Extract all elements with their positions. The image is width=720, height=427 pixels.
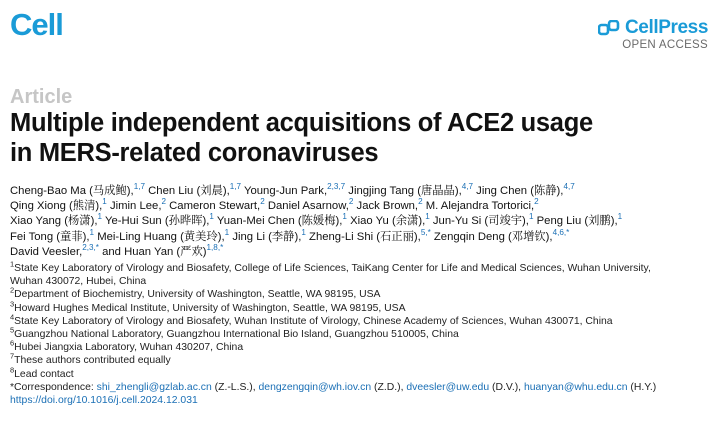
author-name[interactable]: Zengqin Deng (邓增钦), xyxy=(430,230,553,243)
affiliation-number: 7 xyxy=(10,351,15,361)
affiliation-text: Hubei Jiangxia Laboratory, Wuhan 430207, China xyxy=(14,342,244,354)
author-name[interactable]: Qing Xiong (熊清), xyxy=(10,200,103,213)
author-affiliation-marker[interactable]: 2 xyxy=(260,197,265,207)
affiliation-item xyxy=(10,259,716,275)
correspondence-line xyxy=(10,381,716,394)
author-affiliation-marker[interactable]: 1 xyxy=(102,197,107,207)
affiliation-text: Howard Hughes Medical Institute, University of Washington, Seattle, WA 98195, USA xyxy=(14,302,406,314)
author-name[interactable]: Cameron Stewart, xyxy=(166,200,261,213)
author-affiliation-marker[interactable]: 1 xyxy=(425,212,430,222)
affiliation-item xyxy=(10,338,716,354)
affiliation-text: Wuhan 430072, Hubei, China xyxy=(10,276,147,288)
title-line: in MERS-related coronaviruses xyxy=(10,139,379,167)
author-affiliation-marker[interactable]: 4,6,* xyxy=(552,227,570,237)
author-line xyxy=(10,199,716,214)
author-affiliation-marker[interactable]: 2 xyxy=(534,197,539,207)
author-name[interactable]: Jingjing Tang (唐晶晶), xyxy=(345,185,462,197)
author-name[interactable]: Jun-Yu Si (司竣宇), xyxy=(429,215,529,228)
correspondence-email-link[interactable]: shi_zhengli@gzlab.ac.cn xyxy=(96,381,212,393)
correspondence-email-link[interactable]: huanyan@whu.edu.cn xyxy=(523,381,628,393)
author-line xyxy=(10,227,716,245)
author-name[interactable]: David Veesler, xyxy=(10,245,83,258)
author-affiliation-marker[interactable]: 1 xyxy=(301,227,306,237)
affiliation-text: Department of Biochemistry, University of Washington, Seattle, WA 98195, USA xyxy=(14,289,381,301)
author-affiliation-marker[interactable]: 1 xyxy=(97,212,103,222)
correspondence-label: *Correspondence: xyxy=(10,381,97,393)
author-affiliation-marker[interactable]: 4,7 xyxy=(461,182,474,192)
cell-journal-logo: Cell xyxy=(10,7,63,42)
affiliation-text: These authors contributed equally xyxy=(14,355,171,367)
affiliation-number: 2 xyxy=(10,285,15,295)
author-name[interactable]: Fei Tong (童菲), xyxy=(10,230,90,243)
author-name[interactable]: Jack Brown, xyxy=(353,200,419,213)
correspondence-initials: (Z.D.), xyxy=(371,381,407,393)
affiliation-text: Lead contact xyxy=(14,368,74,380)
author-list xyxy=(10,184,716,260)
author-affiliation-marker[interactable]: 1 xyxy=(224,227,230,237)
correspondence-initials: (H.Y.) xyxy=(627,381,657,393)
affiliation-number: 1 xyxy=(10,259,15,269)
author-affiliation-marker[interactable]: 2 xyxy=(161,197,166,207)
affiliation-number: 5 xyxy=(10,325,15,335)
correspondence-email-link[interactable]: dengzengqin@wh.iov.cn xyxy=(258,381,372,393)
author-affiliation-marker[interactable]: 1 xyxy=(342,212,347,222)
affiliation-item xyxy=(10,351,716,367)
correspondence-initials: (Z.-L.S.), xyxy=(211,381,259,393)
author-name[interactable]: Chen Liu (刘晨), xyxy=(144,185,230,197)
affiliation-number: 4 xyxy=(10,312,15,322)
author-affiliation-marker[interactable]: 1 xyxy=(89,227,95,237)
publisher-name: CellPress xyxy=(624,17,708,38)
author-affiliation-marker[interactable]: 1,7 xyxy=(229,182,242,192)
correspondence-email-link[interactable]: dveesler@uw.edu xyxy=(406,381,490,393)
open-access-label: OPEN ACCESS xyxy=(622,39,708,51)
affiliations-block xyxy=(10,259,716,407)
author-affiliation-marker[interactable]: 4,7 xyxy=(563,182,575,192)
author-name[interactable]: Peng Liu (刘鹏), xyxy=(533,215,618,228)
cellpress-mark-icon xyxy=(598,20,620,36)
author-name[interactable]: Daniel Asarnow, xyxy=(264,200,349,213)
author-affiliation-marker[interactable]: 1 xyxy=(209,212,214,222)
doi-link[interactable]: https://doi.org/10.1016/j.cell.2024.12.031 xyxy=(10,395,198,407)
author-name[interactable]: Zheng-Li Shi (石正丽), xyxy=(305,230,421,243)
author-line xyxy=(10,214,716,229)
author-affiliation-marker[interactable]: 1 xyxy=(528,212,534,222)
affiliation-item xyxy=(10,365,716,381)
affiliation-number: 8 xyxy=(10,365,15,375)
cellpress-logo xyxy=(598,18,708,51)
author-name[interactable]: and Huan Yan (严欢) xyxy=(98,245,207,258)
author-name[interactable]: Xiao Yang (杨潇), xyxy=(10,215,98,228)
author-name[interactable]: Young-Jun Park, xyxy=(241,185,328,197)
author-affiliation-marker[interactable]: 1 xyxy=(617,212,623,222)
affiliation-item xyxy=(10,325,716,341)
affiliation-text: Guangzhou National Laboratory, Guangzhou International Bio Island, Guangzhou 510005, China xyxy=(14,329,459,341)
article-title xyxy=(10,108,710,168)
author-affiliation-marker[interactable]: 2,3,* xyxy=(82,243,99,253)
author-affiliation-marker[interactable]: 2 xyxy=(418,197,423,207)
author-name[interactable]: Jimin Lee, xyxy=(106,200,162,213)
author-name[interactable]: Jing Chen (陈静), xyxy=(473,185,564,197)
author-name[interactable]: Yuan-Mei Chen (陈媛梅), xyxy=(213,215,343,228)
affiliation-text: State Key Laboratory of Virology and Biosafety, College of Life Sciences, TaiKang Center for Life and Medical Sciences, Wuhan University, xyxy=(14,263,651,274)
affiliation-item xyxy=(10,285,716,301)
author-name[interactable]: Xiao Yu (余潇), xyxy=(346,215,426,228)
affiliation-text: State Key Laboratory of Virology and Biosafety, Wuhan Institute of Virology, Chinese Academy of Sciences, Wuhan 430071, China xyxy=(14,315,613,327)
author-affiliation-marker[interactable]: 1,8,* xyxy=(206,243,224,253)
author-name[interactable]: M. Alejandra Tortorici, xyxy=(422,200,535,213)
affiliation-item xyxy=(10,275,716,288)
affiliation-item xyxy=(10,312,716,328)
author-name[interactable]: Ye-Hui Sun (孙晔晖), xyxy=(102,215,210,228)
author-name[interactable]: Mei-Ling Huang (黄美玲), xyxy=(94,230,225,243)
author-affiliation-marker[interactable]: 2,3,7 xyxy=(327,182,346,192)
correspondence-initials: (D.V.), xyxy=(489,381,524,393)
author-affiliation-marker[interactable]: 5,* xyxy=(420,227,431,237)
author-affiliation-marker[interactable]: 1,7 xyxy=(133,182,145,192)
author-name[interactable]: Jing Li (李静), xyxy=(229,230,302,243)
author-name[interactable]: Cheng-Bao Ma (马成鲍), xyxy=(10,185,134,197)
affiliation-number: 3 xyxy=(10,299,15,309)
title-line: Multiple independent acquisitions of ACE2 usage xyxy=(10,109,593,137)
author-line xyxy=(10,184,716,199)
affiliation-item xyxy=(10,299,716,315)
article-type-label: Article xyxy=(10,86,73,108)
affiliation-number: 6 xyxy=(10,338,15,348)
author-line xyxy=(10,245,716,260)
author-affiliation-marker[interactable]: 2 xyxy=(348,197,354,207)
